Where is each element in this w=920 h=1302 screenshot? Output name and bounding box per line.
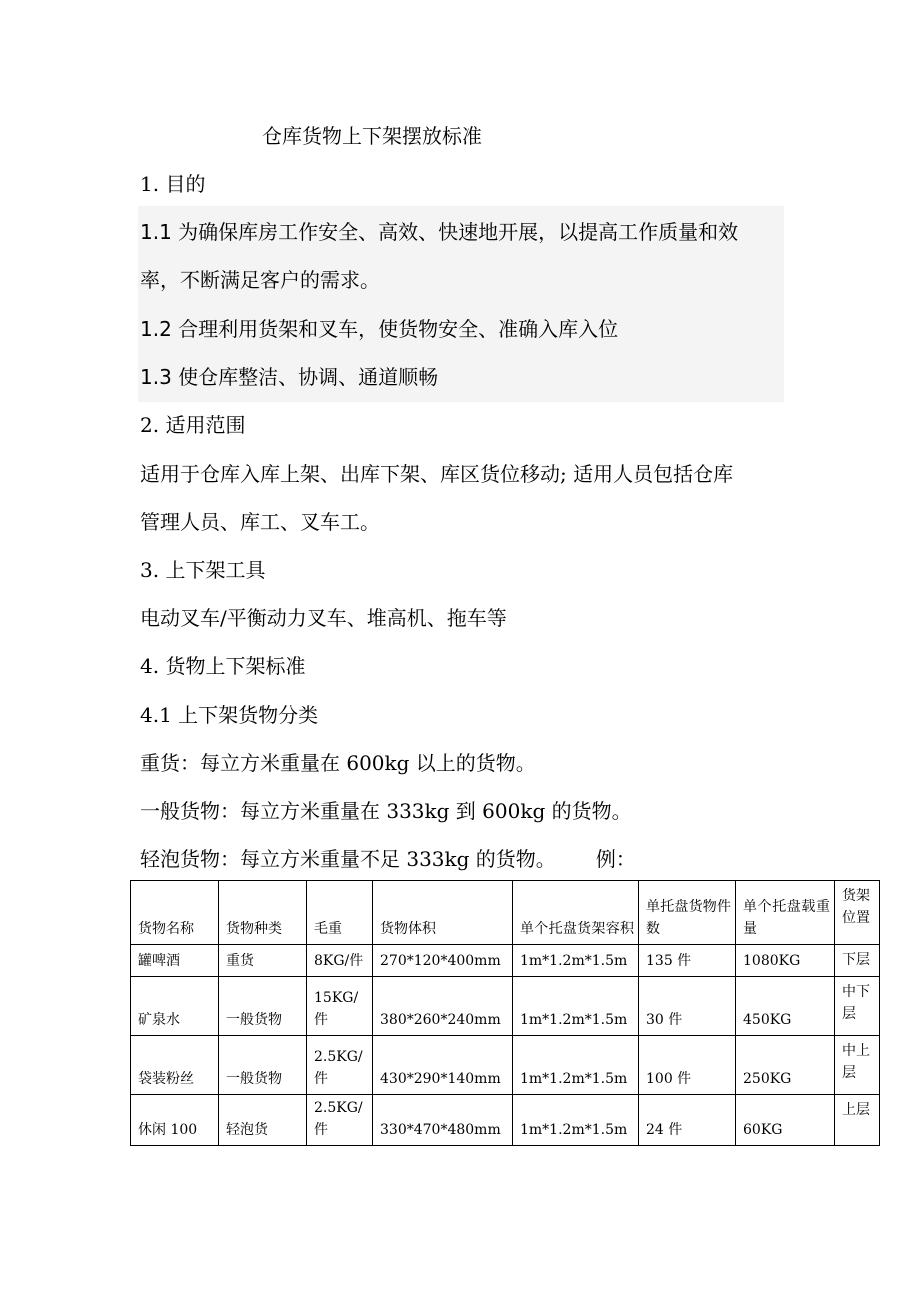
section-3-heading: 3. 上下架工具	[140, 558, 266, 582]
table-cell: 30 件	[639, 977, 736, 1036]
table-header-row	[131, 881, 880, 945]
section-2-heading: 2. 适用范围	[140, 413, 246, 437]
table-cell: 一般货物	[219, 1036, 307, 1095]
table-cell: 100 件	[639, 1036, 736, 1095]
table-cell: 矿泉水	[131, 977, 219, 1036]
table-cell: 330*470*480mm	[373, 1095, 513, 1146]
table-cell: 8KG/件	[307, 945, 373, 977]
table-cell: 2.5KG/件	[307, 1036, 373, 1095]
item-number: 1.2	[140, 317, 172, 341]
table-cell: 450KG	[736, 977, 835, 1036]
light-goods-text: 轻泡货物：每立方米重量不足 333kg 的货物。	[140, 847, 556, 871]
section-4-heading: 4. 货物上下架标准	[140, 654, 306, 678]
table-cell: 60KG	[736, 1095, 835, 1146]
table-row	[131, 977, 880, 1036]
example-label: 例：	[595, 847, 636, 871]
table-cell: 袋装粉丝	[131, 1036, 219, 1095]
table-cell: 罐啤酒	[131, 945, 219, 977]
table-cell: 下层	[835, 945, 880, 977]
table-cell: 270*120*400mm	[373, 945, 513, 977]
table-cell: 一般货物	[219, 977, 307, 1036]
section-4-1-heading: 4.1 上下架货物分类	[140, 703, 319, 727]
table-cell: 380*260*240mm	[373, 977, 513, 1036]
header-cell: 货物体积	[373, 881, 513, 945]
paragraph-2-b: 管理人员、库工、叉车工。	[140, 510, 380, 534]
light-goods-definition	[140, 847, 636, 871]
table-cell: 1m*1.2m*1.5m	[513, 945, 639, 977]
table-cell: 上层	[835, 1095, 880, 1146]
item-text: 使仓库整洁、协调、通道顺畅	[171, 365, 439, 389]
header-cell: 单托盘货物件数	[639, 881, 736, 945]
item-text: 合理利用货架和叉车，使货物安全、准确入库入位	[171, 317, 619, 341]
paragraph-3: 电动叉车/平衡动力叉车、堆高机、拖车等	[140, 606, 507, 630]
paragraph-1-1	[140, 220, 738, 244]
header-cell: 货物名称	[131, 881, 219, 945]
section-1-heading: 1. 目的	[140, 172, 206, 196]
table-cell: 2.5KG/件	[307, 1095, 373, 1146]
table-row	[131, 1095, 880, 1146]
header-cell: 货物种类	[219, 881, 307, 945]
table-cell: 重货	[219, 945, 307, 977]
table-cell: 休闲 100	[131, 1095, 219, 1146]
paragraph-2-a: 适用于仓库入库上架、出库下架、库区货位移动; 适用人员包括仓库	[140, 462, 734, 486]
table-cell: 135 件	[639, 945, 736, 977]
header-cell: 货架位置	[835, 881, 880, 945]
goods-table	[130, 880, 880, 1146]
paragraph-1-3	[140, 365, 438, 389]
table-cell: 中上层	[835, 1036, 880, 1095]
general-goods-definition: 一般货物：每立方米重量在 333kg 到 600kg 的货物。	[140, 799, 632, 823]
item-number: 1.3	[140, 365, 172, 389]
table-cell: 24 件	[639, 1095, 736, 1146]
heavy-goods-definition: 重货：每立方米重量在 600kg 以上的货物。	[140, 751, 536, 775]
header-cell: 单个托盘载重量	[736, 881, 835, 945]
table-cell: 15KG/件	[307, 977, 373, 1036]
page-title: 仓库货物上下架摆放标准	[262, 124, 482, 148]
table-cell: 1080KG	[736, 945, 835, 977]
paragraph-1-1-cont: 率，不断满足客户的需求。	[140, 268, 380, 292]
table-cell: 250KG	[736, 1036, 835, 1095]
paragraph-1-2	[140, 317, 618, 341]
item-text: 为确保库房工作安全、高效、快速地开展，以提高工作质量和效	[171, 220, 739, 244]
header-cell: 毛重	[307, 881, 373, 945]
table-cell: 轻泡货	[219, 1095, 307, 1146]
table-cell: 1m*1.2m*1.5m	[513, 1036, 639, 1095]
table-cell: 1m*1.2m*1.5m	[513, 977, 639, 1036]
table-row	[131, 1036, 880, 1095]
table-row	[131, 945, 880, 977]
header-cell: 单个托盘货架容积	[513, 881, 639, 945]
table-cell: 430*290*140mm	[373, 1036, 513, 1095]
item-number: 1.1	[140, 220, 172, 244]
table-cell: 1m*1.2m*1.5m	[513, 1095, 639, 1146]
table-cell: 中下层	[835, 977, 880, 1036]
